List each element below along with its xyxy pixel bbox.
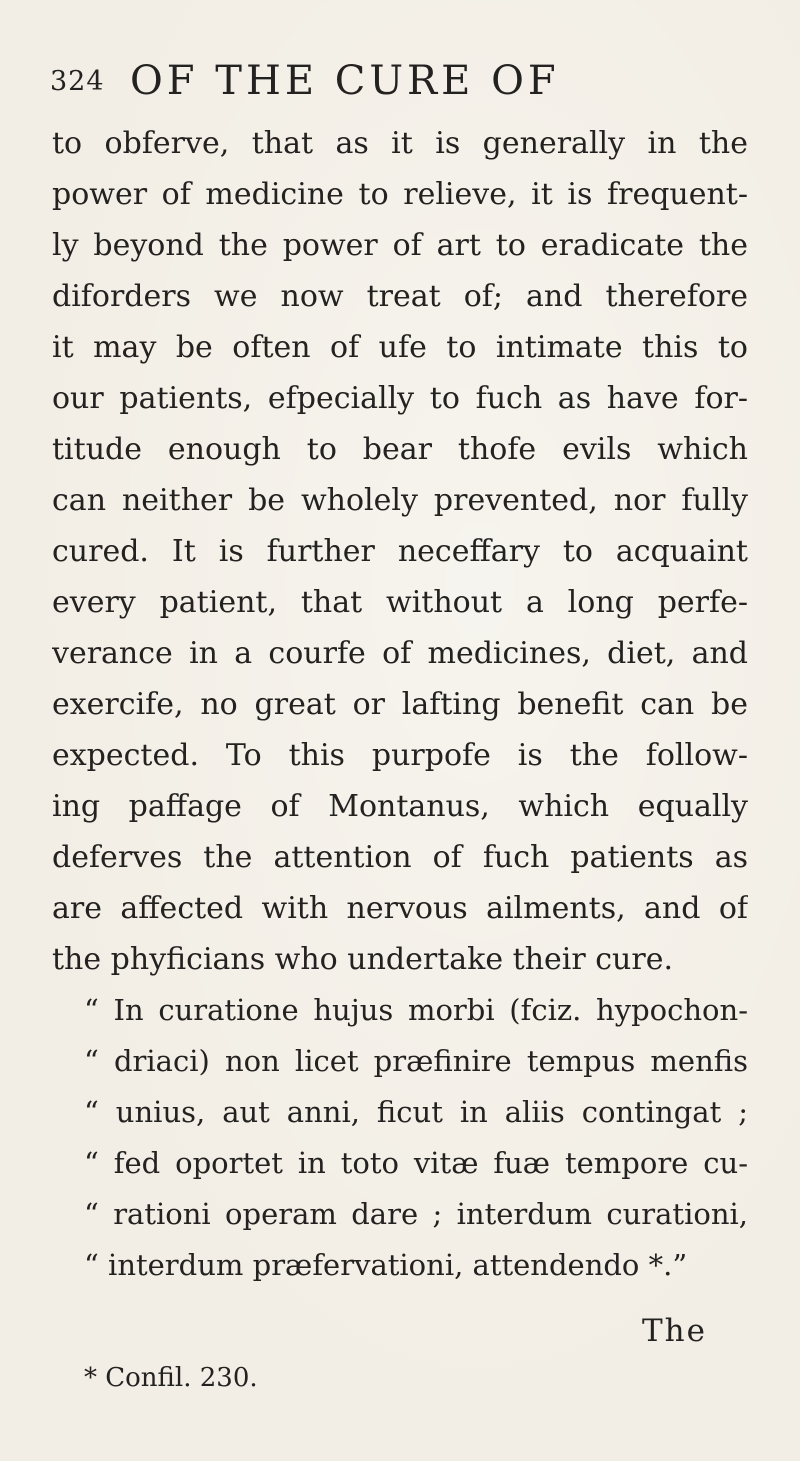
text-line: every patient, that without a long perfe- (52, 585, 748, 620)
body-text (52, 118, 748, 1291)
text-line: can neither be wholely prevented, nor fully (52, 483, 748, 518)
quote-line: “ interdum præfervationi, attendendo *.” (84, 1248, 688, 1282)
quote-line: “ driaci) non licet præfinire tempus menfis (84, 1044, 748, 1078)
text-line: titude enough to bear thofe evils which (52, 432, 748, 467)
text-line: power of medicine to relieve, it is frequent- (52, 177, 748, 212)
text-line: it may be often of ufe to intimate this to (52, 330, 748, 365)
text-line: deferves the attention of fuch patients as (52, 840, 748, 875)
text-line: are affected with nervous ailments, and of (52, 891, 748, 926)
footnote: * Confil. 230. (84, 1363, 258, 1393)
text-line: cured. It is further neceffary to acquaint (52, 534, 748, 569)
page-header (50, 58, 750, 108)
quote-line: “ unius, aut anni, ficut in aliis contingat ; (84, 1095, 748, 1129)
page-number: 324 (50, 66, 105, 97)
text-line: our patients, efpecially to fuch as have for- (52, 381, 748, 416)
text-line: ly beyond the power of art to eradicate the (52, 228, 748, 263)
quote-line: “ rationi operam dare ; interdum curationi, (84, 1197, 748, 1231)
text-line: diforders we now treat of; and therefore (52, 279, 748, 314)
text-line: to obferve, that as it is generally in the (52, 126, 748, 161)
text-line: ing paffage of Montanus, which equally (52, 789, 748, 824)
text-line: expected. To this purpofe is the follow- (52, 738, 748, 773)
text-line: verance in a courfe of medicines, diet, and (52, 636, 748, 671)
running-head: OF THE CURE OF (130, 58, 560, 104)
text-line: the phyficians who undertake their cure. (52, 942, 673, 977)
quote-line: “ fed oportet in toto vitæ fuæ tempore cu- (84, 1146, 748, 1180)
latin-quotation (52, 985, 748, 1291)
catchword: The (642, 1313, 707, 1349)
quote-line: “ In curatione hujus morbi (fciz. hypochon- (84, 993, 748, 1027)
text-line: exercife, no great or lafting benefit can be (52, 687, 748, 722)
